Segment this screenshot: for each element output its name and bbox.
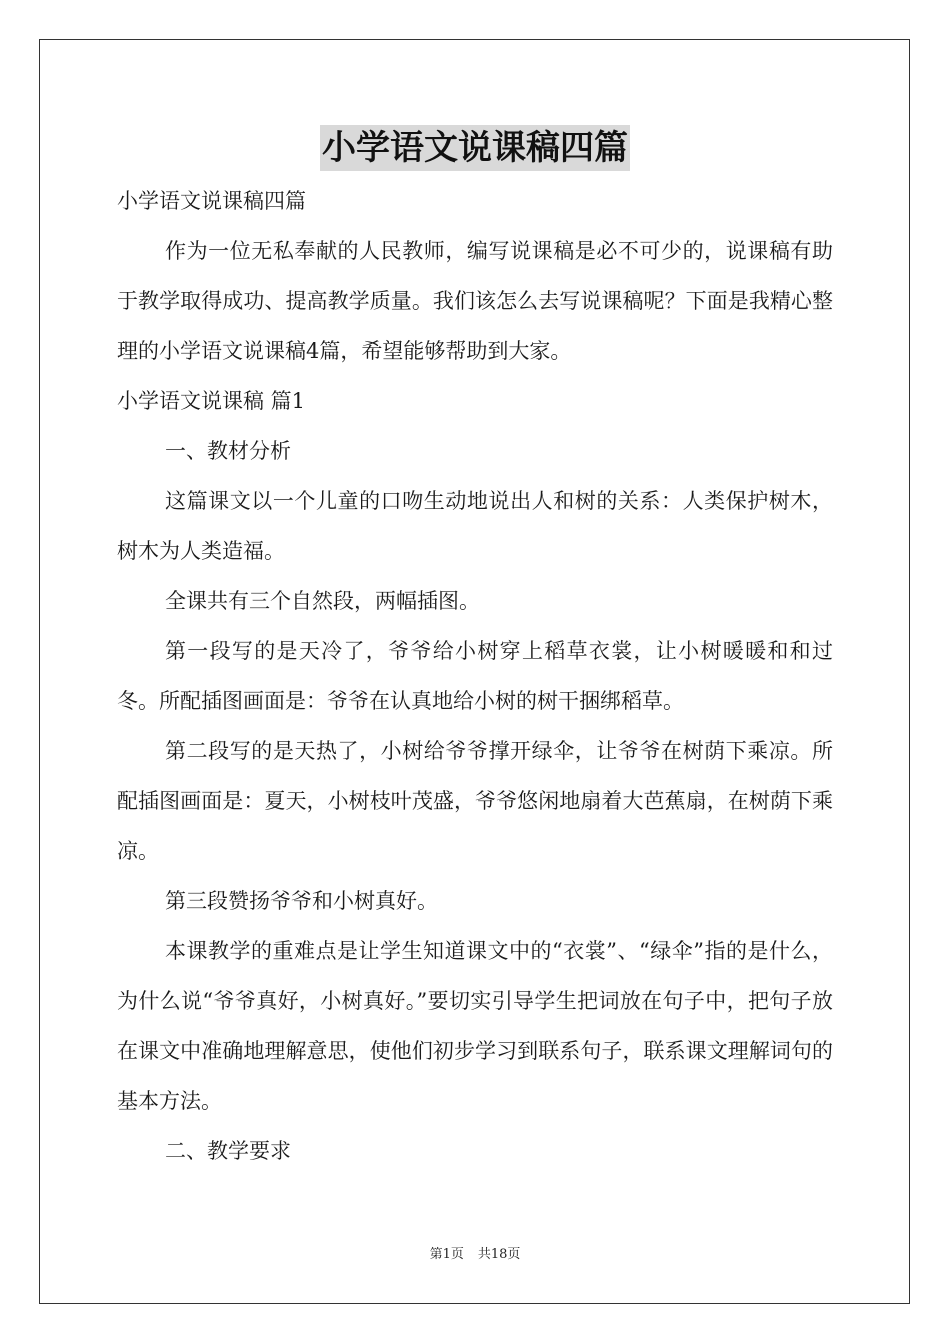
- title-container: [0, 125, 950, 171]
- paragraph: 第一段写的是天冷了，爷爷给小树穿上稻草衣裳，让小树暖暖和和过冬。所配插图画面是：爷爷在认真地给小树的树干捆绑稻草。: [117, 639, 833, 713]
- paragraph: 第三段赞扬爷爷和小树真好。: [165, 889, 438, 913]
- total-pages: 共18页: [477, 1247, 521, 1262]
- subheading-teaching-requirements: 二、教学要求: [165, 1139, 291, 1163]
- document-title: 小学语文说课稿四篇: [320, 125, 630, 171]
- paragraph: 这篇课文以一个儿童的口吻生动地说出人和树的关系：人类保护树木，树木为人类造福。: [117, 489, 833, 563]
- page-footer: [0, 1245, 950, 1265]
- page-number: 第1页: [429, 1247, 464, 1262]
- paragraph: 本课教学的重难点是让学生知道课文中的“衣裳”、“绿伞”指的是什么，为什么说“爷爷真好，小树真好。”要切实引导学生把词放在句子中，把句子放在课文中准确地理解意思，使他们初步学习到联系句子，联系课文理解词句的基本方法。: [117, 939, 833, 1113]
- paragraph: 全课共有三个自然段，两幅插图。: [165, 589, 480, 613]
- subheading-material-analysis: 一、教材分析: [165, 439, 291, 463]
- section-heading-1: 小学语文说课稿 篇1: [117, 389, 306, 413]
- paragraph-intro: 作为一位无私奉献的人民教师，编写说课稿是必不可少的，说课稿有助于教学取得成功、提高教学质量。我们该怎么去写说课稿呢？下面是我精心整理的小学语文说课稿4篇，希望能够帮助到大家。: [117, 239, 833, 363]
- document-body: [117, 176, 833, 1176]
- paragraph: 第二段写的是天热了，小树给爷爷撑开绿伞，让爷爷在树荫下乘凉。所配插图画面是：夏天，小树枝叶茂盛，爷爷悠闲地扇着大芭蕉扇，在树荫下乘凉。: [117, 739, 833, 863]
- paragraph-subtitle: 小学语文说课稿四篇: [117, 189, 306, 213]
